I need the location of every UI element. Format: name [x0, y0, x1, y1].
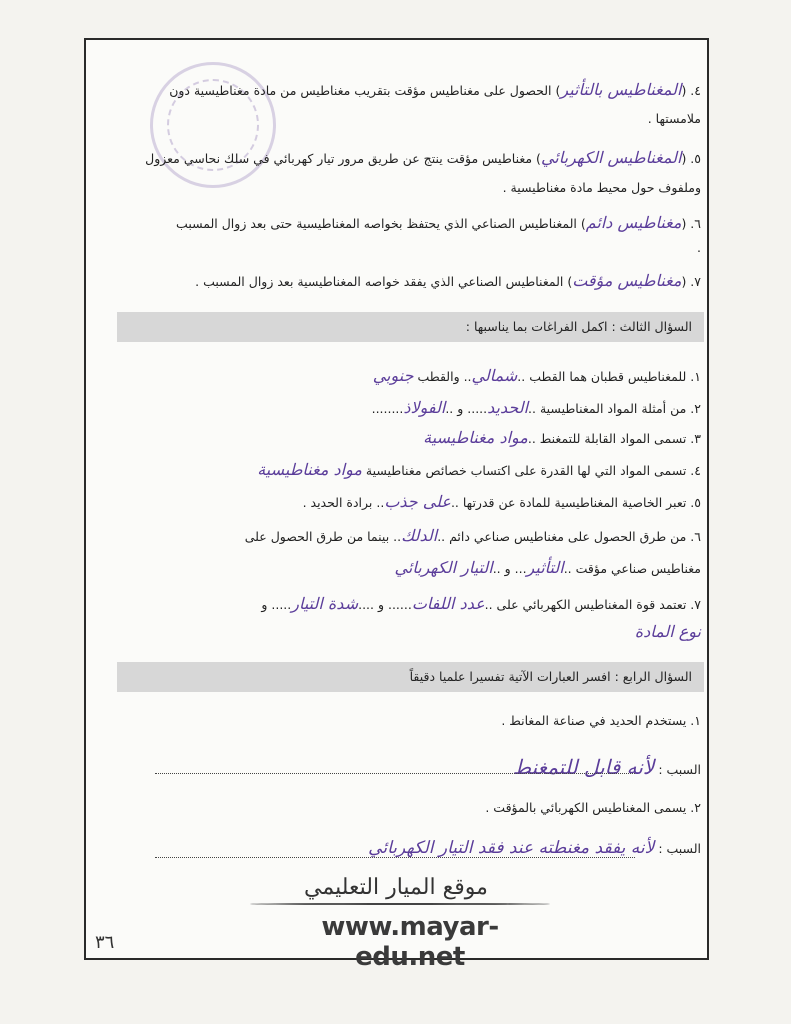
s2-q6-answer: مغناطيس دائم [585, 213, 682, 232]
s2-q5: ٥. (المغناطيس الكهربائي) مغناطيس مؤقت ينتج عن طريق مرور تيار كهربائي في سلك نحاسي معزول [145, 148, 701, 167]
s4-statement-1: ١. يستخدم الحديد في صناعة المغانط . [501, 713, 701, 728]
s3-item-5: ٥. تعبر الخاصية المغناطيسية للمادة عن قدرتها ..على جذب.. برادة الحديد . [302, 492, 701, 511]
reason-line-2 [155, 856, 635, 858]
s2-q4: ٤. (المغناطيس بالتأثير) الحصول على مغناطيس مؤقت بتقريب مغناطيس من مادة مغناطيسية دون [169, 80, 701, 99]
s3-item-7: ٧. تعتمد قوة المغناطيس الكهربائي على ..عدد اللفات...... و ....شدة التيار..... و [261, 594, 701, 613]
reason-line-1 [155, 772, 635, 774]
page-number: ٣٦ [95, 932, 115, 953]
s2-q4-cont: ملامستها . [647, 111, 701, 126]
s2-q5-cont: وملفوف حول محيط مادة مغناطيسية . [502, 180, 701, 195]
s2-q5-answer: المغناطيس الكهربائي [540, 148, 682, 167]
s2-q7: ٧. (مغناطيس مؤقت) المغناطيس الصناعي الذي يفقد خواصه المغناطيسية بعد زوال المسبب . [195, 271, 701, 290]
site-name-arabic: موقع الميار التعليمي [304, 875, 488, 900]
section3-title: السؤال الثالث : اكمل الفراغات بما يناسبها : [117, 312, 704, 342]
s4-reason-1: السبب : لأنه قابل للتمغنط [512, 755, 701, 779]
s4-reason-2: السبب : لأنه يفقد مغنطته عند فقد التيار الكهربائي [368, 838, 701, 858]
site-url: www.mayar-edu.net [321, 912, 499, 972]
s3-item-2: ٢. من أمثلة المواد المغناطيسية ..الحديد..... و ..الفولاذ........ [371, 398, 701, 417]
s4-statement-2: ٢. يسمى المغناطيس الكهربائي بالمؤقت . [485, 800, 701, 815]
s3-item-6: ٦. من طرق الحصول على مغناطيس صناعي دائم ..الدلك.. بينما من طرق الحصول على [244, 526, 701, 545]
s3-item-7-cont: نوع المادة [634, 622, 701, 641]
section4-title: السؤال الرابع : افسر العبارات الآتية تفسيرا علميا دقيقاً [117, 662, 704, 692]
s2-q6: ٦. (مغناطيس دائم) المغناطيس الصناعي الذي يحتفظ بخواصه المغناطيسية حتى بعد زوال المسبب [176, 213, 701, 232]
s3-item-6-cont: مغناطيس صناعي مؤقت ..التأثير... و ..التيار الكهربائي [394, 558, 701, 577]
s2-q4-answer: المغناطيس بالتأثير [560, 80, 682, 99]
s2-q7-answer: مغناطيس مؤقت [572, 271, 682, 290]
s3-item-4: ٤. تسمى المواد التي لها القدرة على اكتساب خصائص مغناطيسية مواد مغناطيسية [257, 460, 701, 479]
s3-item-1: ١. للمغناطيس قطبان هما القطب ..شمالي.. والقطب جنوبي [372, 366, 701, 385]
s3-item-3: ٣. تسمى المواد القابلة للتمغنط ..مواد مغناطيسية [423, 428, 701, 447]
site-underline [250, 903, 550, 905]
s2-q6-cont: . [697, 240, 701, 255]
